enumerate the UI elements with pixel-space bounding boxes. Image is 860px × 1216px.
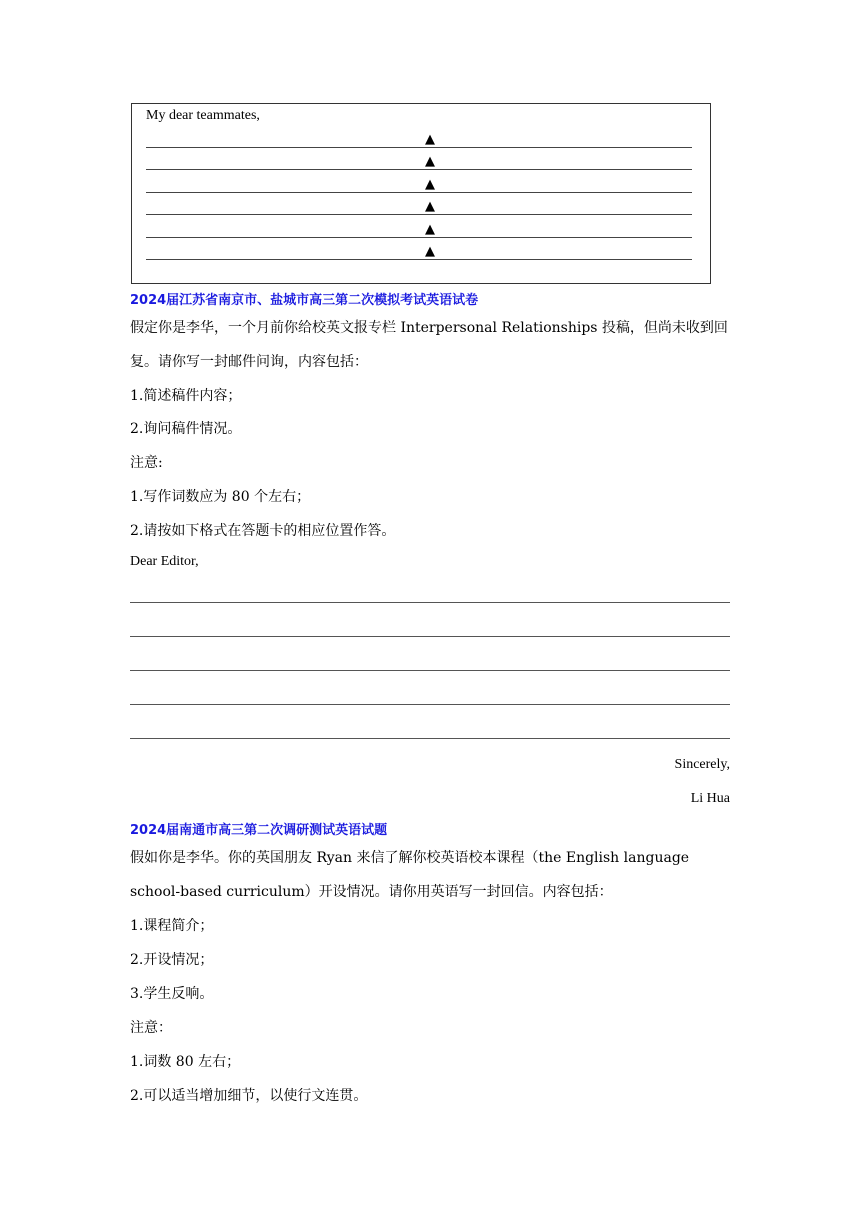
writing-line <box>130 636 730 637</box>
section1-line: 注意: <box>130 455 163 471</box>
triangle-marker-icon: ▲ <box>425 244 435 259</box>
writing-line <box>146 214 692 215</box>
section1-line: 2.请按如下格式在答题卡的相应位置作答。 <box>130 523 396 539</box>
section2-line: 1.词数 80 左右； <box>130 1054 241 1070</box>
section2-line: 注意： <box>130 1020 172 1036</box>
writing-line <box>130 602 730 603</box>
section1-line: 复。请你写一封邮件问询，内容包括： <box>130 354 368 370</box>
writing-line <box>130 738 730 739</box>
section2-line: 2.开设情况； <box>130 952 214 968</box>
section2-line: 2.可以适当增加细节，以使行文连贯。 <box>130 1088 368 1104</box>
triangle-marker-icon: ▲ <box>425 132 435 147</box>
writing-line <box>146 147 692 148</box>
writing-line <box>146 237 692 238</box>
box-greeting: My dear teammates, <box>146 108 260 123</box>
section2-line: school-based curriculum）开设情况。请你用英语写一封回信。内容包括： <box>130 884 613 900</box>
closing: Sincerely, <box>674 757 730 772</box>
triangle-marker-icon: ▲ <box>425 222 435 237</box>
section2-line: 假如你是李华。你的英国朋友 Ryan 来信了解你校英语校本课程（the English language <box>130 850 690 866</box>
salutation: Dear Editor, <box>130 554 199 569</box>
section1-line: 1.简述稿件内容； <box>130 388 242 404</box>
writing-line <box>130 704 730 705</box>
section2-heading: 2024届南通市高三第二次调研测试英语试题 <box>130 823 388 838</box>
section2-line: 3.学生反响。 <box>130 986 214 1002</box>
triangle-marker-icon: ▲ <box>425 177 435 192</box>
writing-line <box>146 169 692 170</box>
section1-line: 假定你是李华，一个月前你给校英文报专栏 Interpersonal Relationships 投稿，但尚未收到回 <box>130 320 728 336</box>
writing-line <box>146 259 692 260</box>
section1-line: 2.询问稿件情况。 <box>130 421 242 437</box>
section1-line: 1.写作词数应为 80 个左右； <box>130 489 311 505</box>
answer-box <box>131 103 711 284</box>
triangle-marker-icon: ▲ <box>425 154 435 169</box>
writing-line <box>146 192 692 193</box>
writing-line <box>130 670 730 671</box>
section2-line: 1.课程简介； <box>130 918 214 934</box>
triangle-marker-icon: ▲ <box>425 199 435 214</box>
section1-heading: 2024届江苏省南京市、盐城市高三第二次模拟考试英语试卷 <box>130 293 479 308</box>
signature: Li Hua <box>690 791 730 806</box>
